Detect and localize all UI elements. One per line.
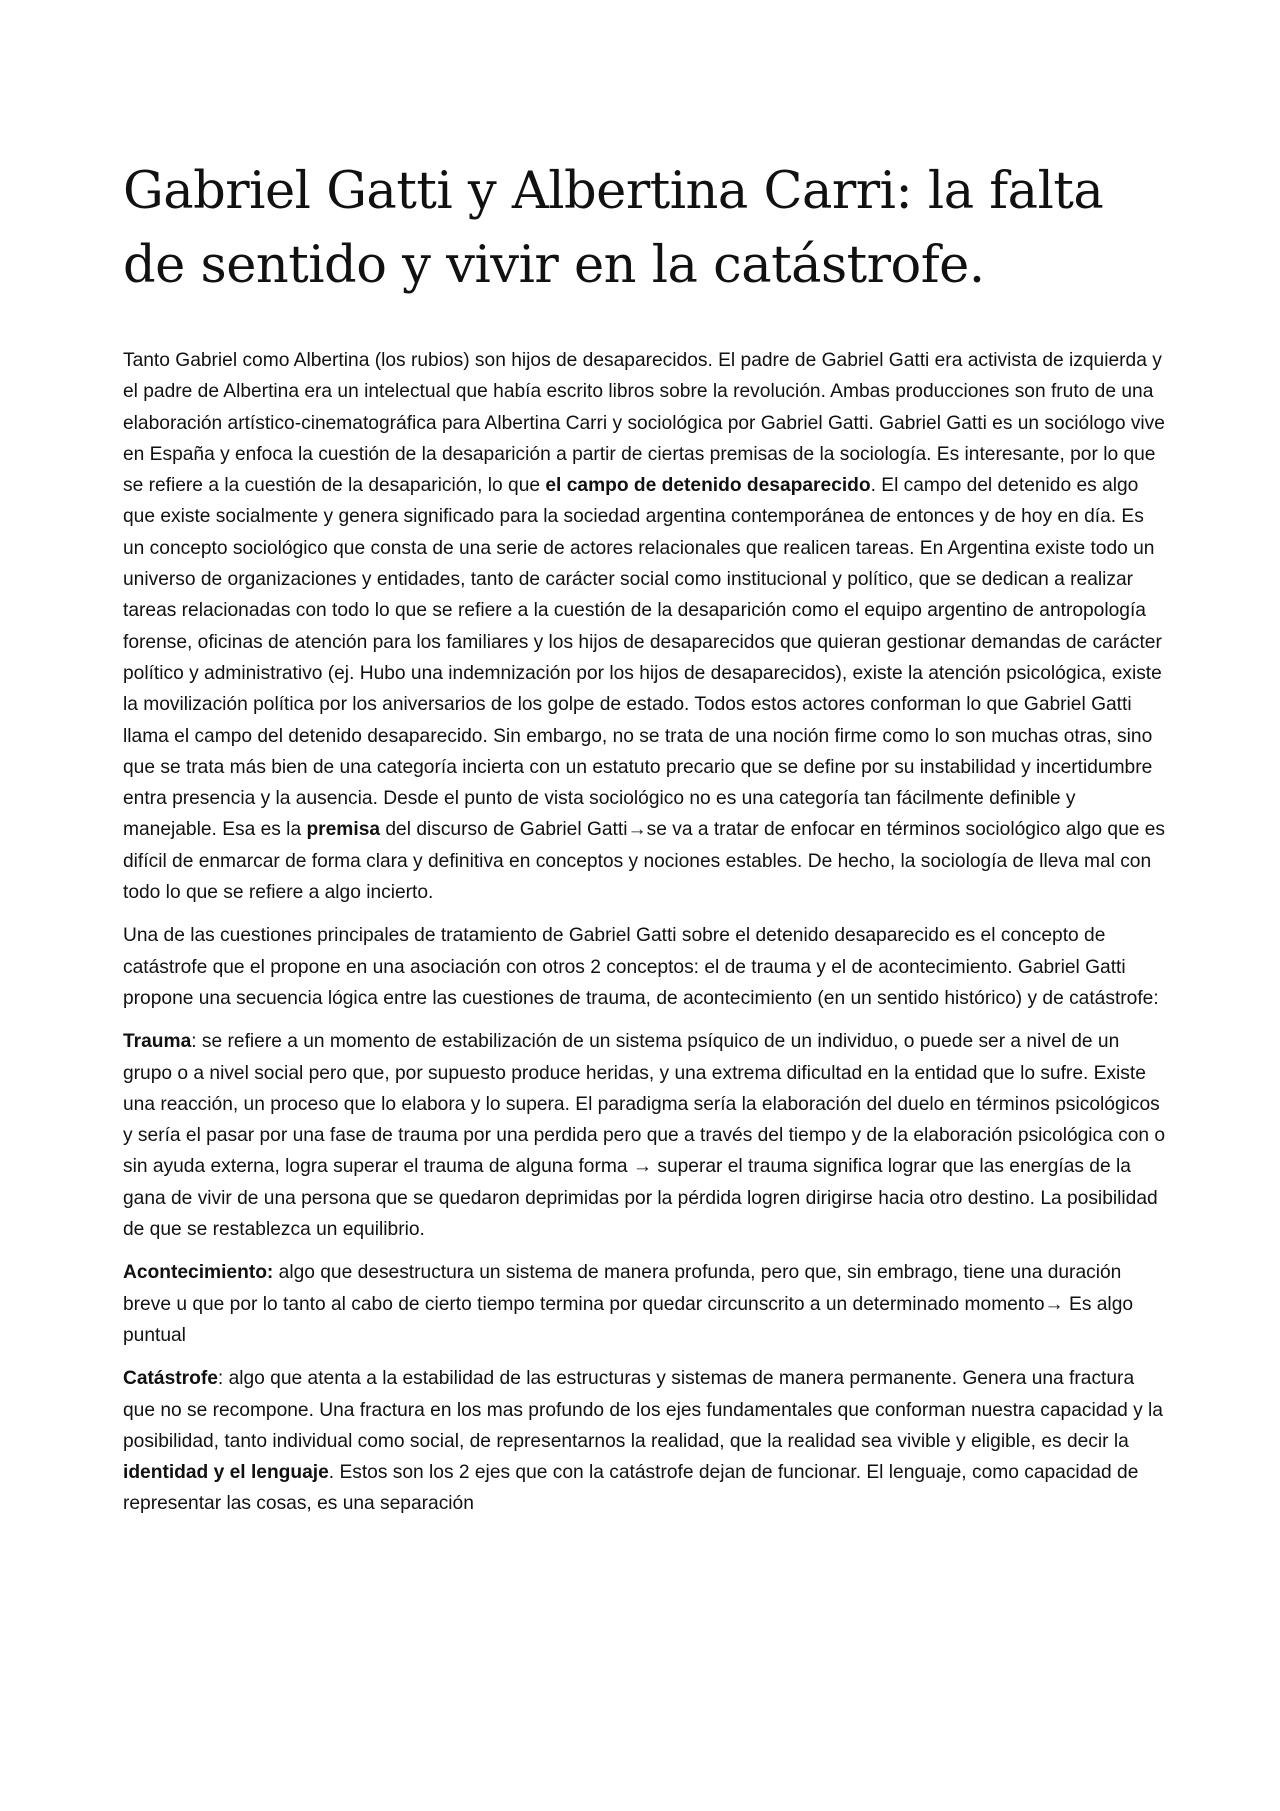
paragraph-text: del discurso de Gabriel Gatti→se va a tratar de enfocar en términos sociológico algo que es difícil de enmarcar de forma clara y definitiva en conceptos y nociones estables. De hecho, la sociología de lleva mal con todo lo que se refiere a algo incierto. [123,819,1166,904]
paragraph-text: : algo que atenta a la estabilidad de las estructuras y sistemas de manera permanente. Genera una fractura que no se recompone. Una fractura en los mas profundo de los ejes fundamentales que conforman nuestra capacidad y la posibilidad, tanto individual como social, de representarnos la realidad, que la realidad sea vivible y eligible, es decir la [123,1368,1163,1452]
paragraph-acontecimiento [123,1257,1168,1351]
bold-term-acontecimiento: Acontecimiento: [123,1262,274,1284]
bold-term-identidad: identidad y el lenguaje [123,1462,329,1484]
paragraph-text: Tanto Gabriel como Albertina (los rubios) son hijos de desaparecidos. El padre de Gabriel Gatti era activista de izquierda y el padre de Albertina era un intelectual que había escrito libros sobre la revolución. Ambas producciones son fruto de una elaboración artístico-cinematográfica para Albertina Carri y sociológica por Gabriel Gatti. Gabriel Gatti es un sociólogo vive en España y enfoca la cuestión de la desaparición a partir de ciertas premisas de la sociología. Es interesante, por lo que se refiere a la cuestión de la desaparición, lo que [123,350,1165,497]
paragraph-trauma [123,1026,1168,1245]
paragraph-intro [123,345,1168,908]
paragraph-catastrofe-concept: Una de las cuestiones principales de tratamiento de Gabriel Gatti sobre el detenido desaparecido es el concepto de catástrofe que el propone en una asociación con otros 2 conceptos: el de trauma y el de acontecimiento. Gabriel Gatti propone una secuencia lógica entre las cuestiones de trauma, de acontecimiento (en un sentido histórico) y de catástrofe: [123,925,1159,1009]
paragraph-text: : se refiere a un momento de estabilización de un sistema psíquico de un individuo, o puede ser a nivel de un grupo o a nivel social pero que, por supuesto produce heridas, y una extrema dificultad en la entidad que lo sufre. Existe una reacción, un proceso que lo elabora y lo supera. El paradigma sería la elaboración del duelo en términos psicológicos y sería el pasar por una fase de trauma por una perdida pero que a través del tiempo y de la elaboración psicológica con o sin ayuda externa, logra superar el trauma de alguna forma → superar el trauma significa lograr que las energías de la gana de vivir de una persona que se quedaron deprimidas por la pérdida logren dirigirse hacia otro destino. La posibilidad de que se restablezca un equilibrio. [123,1031,1166,1241]
paragraph-text: . Estos son los 2 ejes que con la catástrofe dejan de funcionar. El lenguaje, como capacidad de representar las cosas, es una separación [123,1462,1139,1515]
bold-term-catastrofe: Catástrofe [123,1368,218,1390]
document-title: Gabriel Gatti y Albertina Carri: la falta de sentido y vivir en la catástrofe. [123,162,1104,295]
bold-term-trauma: Trauma [123,1031,192,1053]
document-page [123,155,1168,1532]
paragraph-catastrofe [123,1363,1168,1519]
paragraph-text: . El campo del detenido es algo que existe socialmente y genera significado para la sociedad argentina contemporánea de entonces y de hoy en día. Es un concepto sociológico que consta de una serie de actores relacionales que realicen tareas. En Argentina existe todo un universo de organizaciones y entidades, tanto de carácter social como institucional y político, que se dedican a realizar tareas relacionadas con todo lo que se refiere a la cuestión de la desaparición como el equipo argentino de antropología forense, oficinas de atención para los familiares y los hijos de desaparecidos que quieran gestionar demandas de carácter político y administrativo (ej. Hubo una indemnización por los hijos de desaparecidos), existe la atención psicológica, existe la movilización política por los aniversarios de los golpe de estado. Todos estos actores conforman lo que Gabriel Gatti llama el campo del detenido desaparecido. Sin embargo, no se trata de una noción firme como lo son muchas otras, sino que se trata más bien de una categoría incierta con un estatuto precario que se define por su instabilidad y incertidumbre entra presencia y la ausencia. Desde el punto de vista sociológico no es una categoría tan fácilmente definible y manejable. Esa es la [123,475,1162,841]
bold-term-campo: el campo de detenido desaparecido [545,475,871,497]
bold-term-premisa: premisa [306,819,381,841]
paragraph-text: algo que desestructura un sistema de manera profunda, pero que, sin embrago, tiene una duración breve u que por lo tanto al cabo de cierto tiempo termina por quedar circunscrito a un determinado momento→ Es algo puntual [123,1262,1134,1346]
